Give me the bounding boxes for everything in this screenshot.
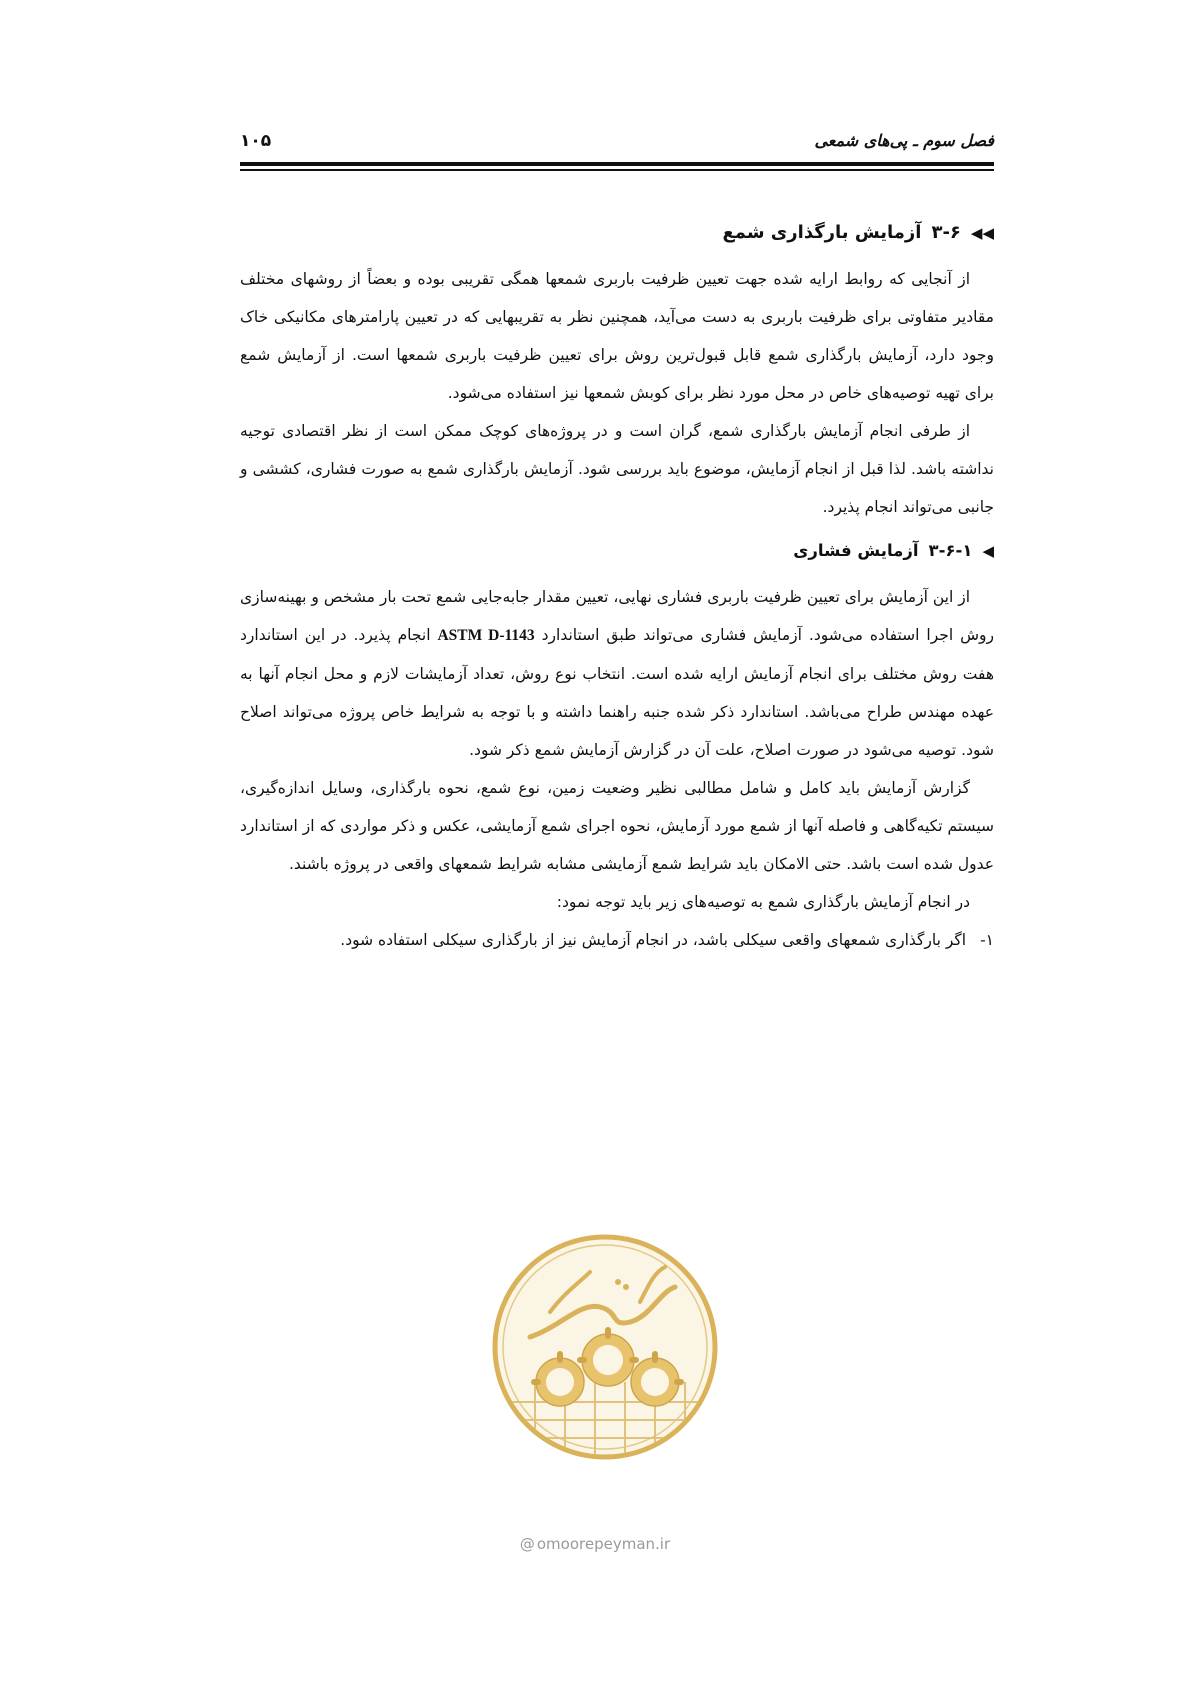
double-triangle-left-icon: ◀◀ <box>970 224 994 242</box>
paragraph-text-after-standard: انجام پذیرد. در این استاندارد هفت روش مختلف برای انجام آزمایش ارایه شده است. انتخاب نوع روش، تعداد آزمایشات لازم و محل انجام آنها به عهده مهندس طراح می‌باشد. استاندارد ذکر شده جنبه راهنما داشته و با توجه به شرایط خاص پروژه می‌تواند اصلاح شود. توصیه می‌شود در صورت اصلاح، علت آن در گزارش آزمایش شمع ذکر شود. <box>240 626 994 759</box>
chapter-title: فصل سوم ـ پی‌های شمعی <box>814 131 994 150</box>
header-rule-thick <box>240 162 994 166</box>
omoorepeyman-logo <box>490 1232 720 1462</box>
standard-code: ASTM D-1143 <box>437 627 535 644</box>
subsection-paragraph-2: گزارش آزمایش باید کامل و شامل مطالبی نظیر وضعیت زمین، نوع شمع، نحوه بارگذاری، وسایل اندازه‌گیری، سیستم تکیه‌گاهی و فاصله آنها از شمع مورد آزمایش، نحوه اجرای شمع آزمایشی، عکس و ذکر مواردی که از استاندارد عدول شده است باشد. حتی الامکان باید شرایط شمع آزمایشی مشابه شرایط شمعهای واقعی در پروژه باشند. <box>240 779 994 873</box>
at-icon: @ <box>519 1535 535 1553</box>
subsection-heading <box>240 536 994 566</box>
page-body <box>240 218 994 959</box>
section-heading <box>240 218 994 248</box>
subsection-paragraph-3: در انجام آزمایش بارگذاری شمع به توصیه‌های زیر باید توجه نمود: <box>556 893 970 911</box>
website-label <box>465 1535 725 1553</box>
subsection-heading-title: آزمایش فشاری <box>793 541 919 560</box>
subsection-paragraph-1 <box>240 578 994 769</box>
triangle-left-icon: ◀ <box>982 542 994 560</box>
running-header <box>240 128 994 158</box>
subsection-heading-number: ۳-۶-۱ <box>928 541 973 560</box>
section-heading-title: آزمایش بارگذاری شمع <box>722 222 922 243</box>
paragraph-text-before-standard: از این آزمایش برای تعیین ظرفیت باربری فشاری نهایی، تعیین مقدار جابه‌جایی شمع تحت بار مشخص و بهینه‌سازی روش اجرا استفاده می‌شود. آزمایش فشاری می‌تواند طبق استاندارد <box>240 588 994 644</box>
list-item-number: ۱- <box>980 931 994 949</box>
page-number: ۱۰۵ <box>240 131 272 151</box>
website-text: omoorepeyman.ir <box>536 1535 671 1553</box>
section-heading-number: ۳-۶ <box>931 222 961 243</box>
list-item <box>240 921 994 959</box>
list-item-text: اگر بارگذاری شمعهای واقعی سیکلی باشد، در انجام آزمایش نیز از بارگذاری سیکلی استفاده شود. <box>340 931 967 949</box>
section-paragraph-2: از طرفی انجام آزمایش بارگذاری شمع، گران است و در پروژه‌های کوچک ممکن است از نظر اقتصادی توجیه نداشته باشد. لذا قبل از انجام آزمایش، موضوع باید بررسی شود. آزمایش بارگذاری شمع به صورت فشاری، کششی و جانبی می‌تواند انجام پذیرد. <box>240 422 994 516</box>
section-paragraph-1: از آنجایی که روابط ارایه شده جهت تعیین ظرفیت باربری شمعها همگی تقریبی بوده و بعضاً از روشهای مختلف مقادیر متفاوتی برای ظرفیت باربری به دست می‌آید، همچنین نظر به تقریبهایی که در تعیین پارامترهای مکانیکی خاک وجود دارد، آزمایش بارگذاری شمع قابل قبول‌ترین روش برای تعیین ظرفیت باربری شمعها است. از آزمایش شمع برای تهیه توصیه‌های خاص در محل مورد نظر برای کوبش شمعها نیز استفاده می‌شود. <box>240 270 994 402</box>
header-rule-thin <box>240 169 994 171</box>
